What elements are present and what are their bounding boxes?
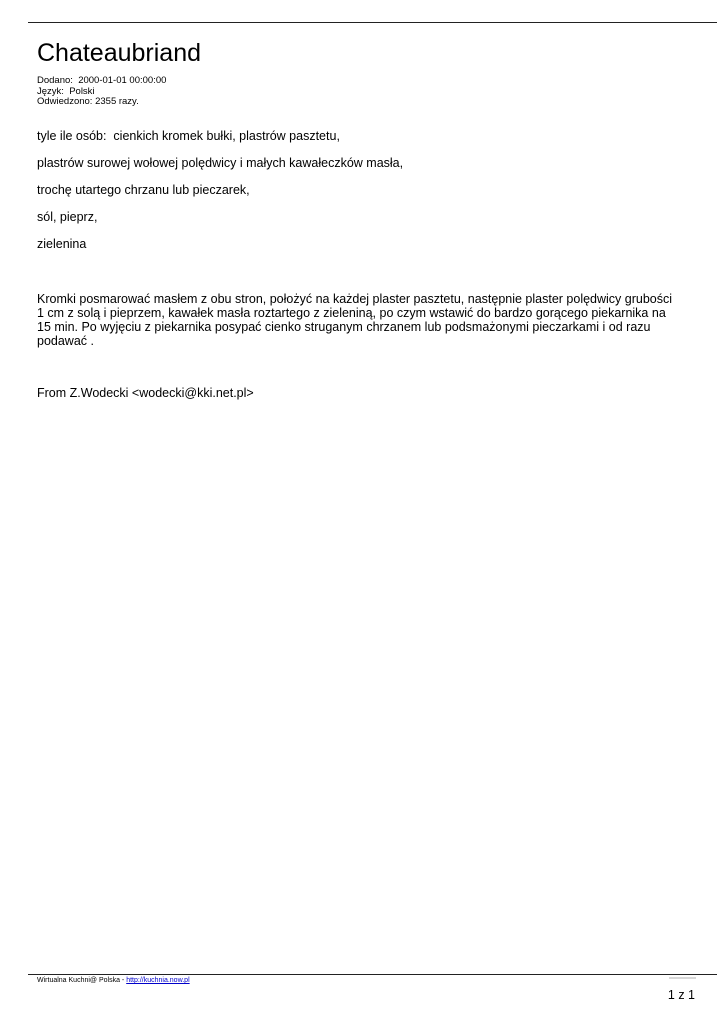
recipe-meta — [37, 76, 166, 108]
meta-added: Dodano: 2000-01-01 00:00:00 — [37, 75, 167, 86]
page-number: 1 z 1 — [667, 988, 695, 1002]
bottom-rule — [28, 974, 717, 975]
footer-site-label: Wirtualna Kuchni@ Polska - — [37, 977, 127, 984]
top-rule — [28, 22, 717, 23]
footer-mark — [669, 977, 696, 979]
footer-site-link[interactable]: http://kuchnia.now.pl — [126, 977, 190, 984]
footer-source — [37, 976, 190, 985]
ingredient-line: plastrów surowej wołowej polędwicy i małych kawałeczków masła, — [37, 156, 404, 170]
page-title: Chateaubriand — [37, 39, 202, 67]
ingredients-list — [37, 129, 403, 264]
recipe-author: From Z.Wodecki <wodecki@kki.net.pl> — [37, 386, 254, 400]
ingredient-line: sól, pieprz, — [37, 210, 98, 224]
recipe-method: Kromki posmarować masłem z obu stron, położyć na każdej plaster pasztetu, następnie plaster polędwicy grubości 1 cm z solą i pieprzem, kawałek masła roztartego z zieleniną, po czym wstawić do bardzo gorącego piekarnika na 15 min. Po wyjęciu z piekarnika posypać cienko struganym chrzanem lub podsmażonymi pieczarkami i od razu podawać . — [37, 292, 673, 348]
meta-visited: Odwiedzono: 2355 razy. — [37, 96, 139, 107]
ingredient-line: tyle ile osób: cienkich kromek bułki, plastrów pasztetu, — [37, 129, 340, 143]
ingredient-line: trochę utartego chrzanu lub pieczarek, — [37, 183, 250, 197]
meta-language: Język: Polski — [37, 85, 95, 97]
ingredient-line: zielenina — [37, 237, 87, 251]
